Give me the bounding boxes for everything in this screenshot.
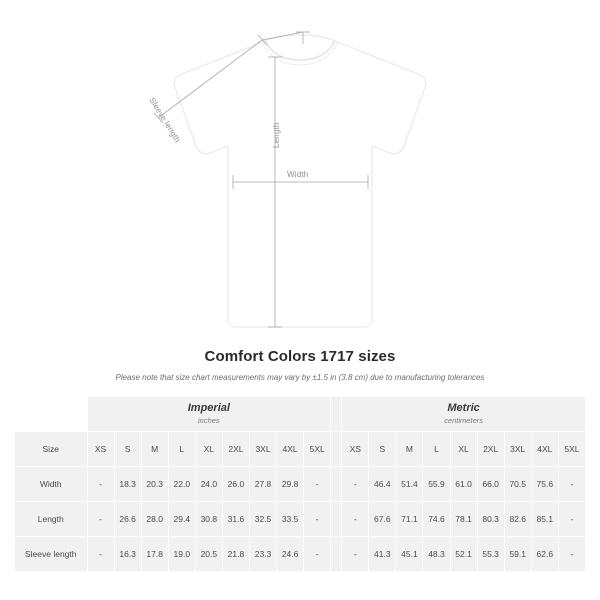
header-imperial-4xl: 4XL [277, 432, 304, 467]
size-table [14, 396, 586, 572]
header-imperial-3xl: 3XL [249, 432, 276, 467]
title-block [0, 348, 600, 382]
row-label-length: Length [15, 502, 88, 537]
cell-width-metric-m: 51.4 [396, 467, 423, 502]
header-metric-3xl: 3XL [504, 432, 531, 467]
cell-sleeve-imperial-xs: - [87, 537, 114, 572]
cell-sleeve-metric-3xl: 59.1 [504, 537, 531, 572]
cell-sleeve-imperial-3xl: 23.3 [249, 537, 276, 572]
cell-width-imperial-m: 20.3 [141, 467, 168, 502]
cell-sleeve-metric-l: 48.3 [423, 537, 450, 572]
cell-width-metric-l: 55.9 [423, 467, 450, 502]
size-header-row [15, 432, 586, 467]
cell-width-imperial-l: 22.0 [168, 467, 195, 502]
cell-length-metric-m: 71.1 [396, 502, 423, 537]
cell-sleeve-metric-xs: - [342, 537, 369, 572]
page-title: Comfort Colors 1717 sizes [204, 348, 396, 365]
label-length: Length [272, 122, 281, 148]
tolerance-note: Please note that size chart measurements may vary by ±1.5 in (3.8 cm) due to manufacturing tolerances [115, 373, 485, 382]
header-metric-xl: XL [450, 432, 477, 467]
unit-header-row [15, 397, 586, 432]
header-imperial-s: S [114, 432, 141, 467]
row-label-sleeve-length: Sleeve length [15, 537, 88, 572]
cell-width-imperial-4xl: 29.8 [277, 467, 304, 502]
column-spacer [331, 432, 342, 467]
cell-width-metric-xl: 61.0 [450, 467, 477, 502]
cell-sleeve-imperial-5xl: - [304, 537, 331, 572]
cell-length-imperial-4xl: 33.5 [277, 502, 304, 537]
header-size: Size [15, 432, 88, 467]
header-imperial-xl: XL [195, 432, 222, 467]
header-imperial-2xl: 2XL [222, 432, 249, 467]
cell-length-imperial-xl: 30.8 [195, 502, 222, 537]
header-imperial-xs: XS [87, 432, 114, 467]
cell-width-imperial-3xl: 27.8 [249, 467, 276, 502]
cell-sleeve-imperial-s: 16.3 [114, 537, 141, 572]
unit-imperial-sub: inches [198, 415, 220, 425]
cell-sleeve-imperial-l: 19.0 [168, 537, 195, 572]
unit-imperial-name: Imperial [187, 401, 230, 414]
cell-width-metric-s: 46.4 [369, 467, 396, 502]
header-metric-m: M [396, 432, 423, 467]
cell-sleeve-metric-2xl: 55.3 [477, 537, 504, 572]
cell-length-metric-5xl: - [558, 502, 585, 537]
header-imperial-m: M [141, 432, 168, 467]
label-sleeve-length: Sleeve length [147, 96, 183, 145]
cell-width-metric-3xl: 70.5 [504, 467, 531, 502]
cell-length-metric-4xl: 85.1 [531, 502, 558, 537]
header-metric-2xl: 2XL [477, 432, 504, 467]
cell-sleeve-imperial-4xl: 24.6 [277, 537, 304, 572]
cell-length-imperial-l: 29.4 [168, 502, 195, 537]
cell-width-imperial-xs: - [87, 467, 114, 502]
cell-length-imperial-5xl: - [304, 502, 331, 537]
table-row [15, 502, 586, 537]
cell-width-imperial-5xl: - [304, 467, 331, 502]
label-width: Width [287, 170, 309, 179]
unit-metric-name: Metric [447, 401, 480, 414]
cell-sleeve-imperial-2xl: 21.8 [222, 537, 249, 572]
cell-sleeve-metric-s: 41.3 [369, 537, 396, 572]
header-metric-s: S [369, 432, 396, 467]
table-row [15, 537, 586, 572]
cell-sleeve-imperial-xl: 20.5 [195, 537, 222, 572]
header-imperial-5xl: 5XL [304, 432, 331, 467]
cell-length-metric-2xl: 80.3 [477, 502, 504, 537]
header-metric-l: L [423, 432, 450, 467]
unit-metric-sub: centimeters [444, 415, 483, 425]
unit-row-corner [15, 397, 88, 432]
unit-imperial-cell [87, 397, 331, 432]
cell-length-metric-xl: 78.1 [450, 502, 477, 537]
cell-length-imperial-3xl: 32.5 [249, 502, 276, 537]
unit-metric-cell [342, 397, 586, 432]
cell-length-metric-xs: - [342, 502, 369, 537]
header-metric-xs: XS [342, 432, 369, 467]
cell-length-imperial-m: 28.0 [141, 502, 168, 537]
cell-length-metric-s: 67.6 [369, 502, 396, 537]
column-spacer [331, 467, 342, 502]
table-row [15, 467, 586, 502]
size-table-wrapper [14, 396, 586, 572]
cell-length-metric-l: 74.6 [423, 502, 450, 537]
cell-length-metric-3xl: 82.6 [504, 502, 531, 537]
cell-sleeve-metric-4xl: 62.6 [531, 537, 558, 572]
row-label-width: Width [15, 467, 88, 502]
cell-width-metric-2xl: 66.0 [477, 467, 504, 502]
cell-width-metric-5xl: - [558, 467, 585, 502]
header-metric-5xl: 5XL [558, 432, 585, 467]
cell-sleeve-metric-m: 45.1 [396, 537, 423, 572]
cell-length-imperial-xs: - [87, 502, 114, 537]
header-metric-4xl: 4XL [531, 432, 558, 467]
cell-length-imperial-s: 26.6 [114, 502, 141, 537]
cell-sleeve-metric-5xl: - [558, 537, 585, 572]
cell-length-imperial-2xl: 31.6 [222, 502, 249, 537]
cell-width-metric-4xl: 75.6 [531, 467, 558, 502]
header-imperial-l: L [168, 432, 195, 467]
column-spacer [331, 537, 342, 572]
column-spacer [331, 397, 342, 432]
cell-sleeve-imperial-m: 17.8 [141, 537, 168, 572]
cell-width-imperial-2xl: 26.0 [222, 467, 249, 502]
column-spacer [331, 502, 342, 537]
cell-width-metric-xs: - [342, 467, 369, 502]
cell-sleeve-metric-xl: 52.1 [450, 537, 477, 572]
cell-width-imperial-s: 18.3 [114, 467, 141, 502]
cell-width-imperial-xl: 24.0 [195, 467, 222, 502]
